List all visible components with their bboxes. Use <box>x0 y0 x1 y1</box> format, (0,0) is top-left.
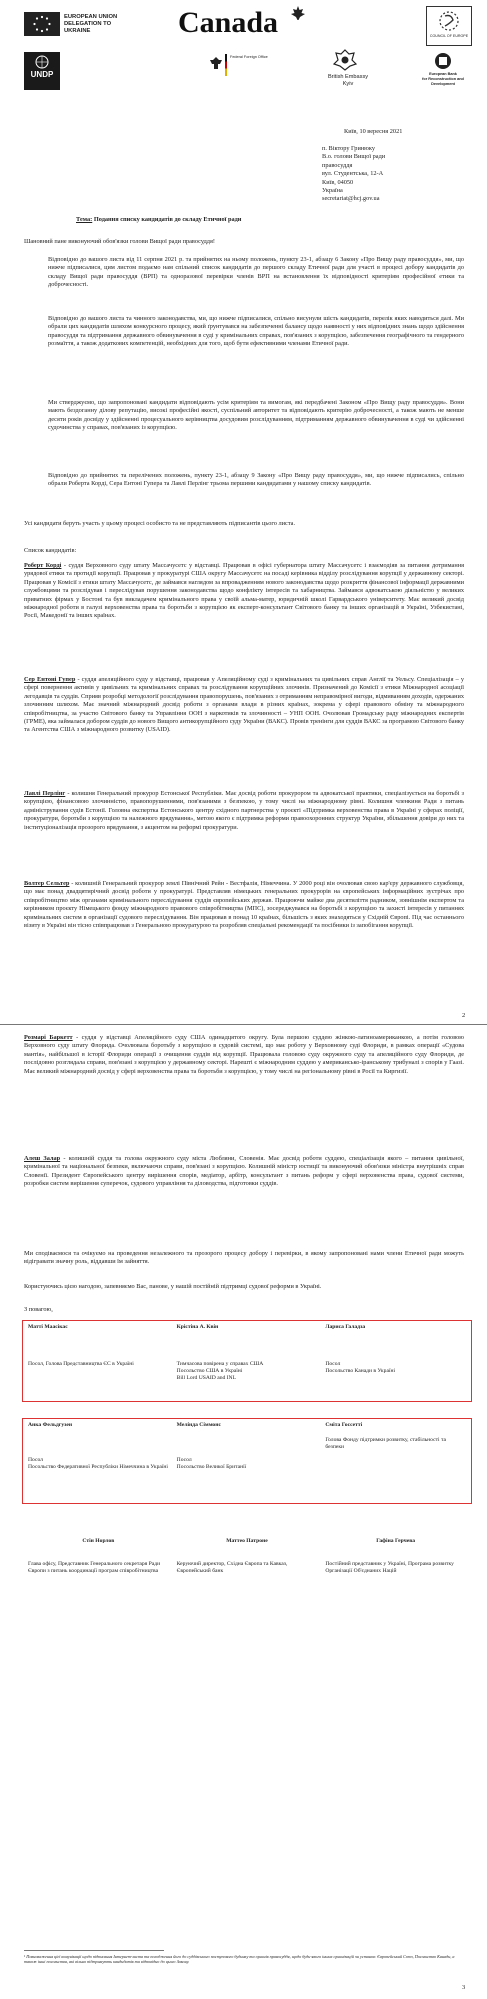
signatory-role: Голова Фонду підтримки розвитку, стабільності та безпеки <box>325 1437 446 1450</box>
coe-stars-icon <box>435 10 463 32</box>
candidate-name: Волтер Сельтер <box>24 880 70 887</box>
un-emblem-icon <box>34 55 50 69</box>
addressee-block: п. Віктору Гринюку В.о. голови Вищої ради правосуддя вул. Студентська, 12-А Київ, 04050 Україна secretariat@hcj.gov.ua <box>322 145 386 203</box>
candidate-bio: - суддя апеляційного суду у відставці, працював у Апеляційному суді з кримінальних та цивільних справ Англії та Уельсу. Спеціалізація – у сфері повернення активів у цивільних та кримінальних справах та розслідування корупційних злочинів. Призначений до Комісії з етики Міжнародної асоціації легодавців та суддів. Сприяв розробці методології розслідування правопорушень, пов'язаних з отриманням неправомірної вигоди, відмиванням доходів, одержаних злочинним шляхом. Має значний міжнародний досвід роботи з органами влади в різних країнах, зокрема у сфері правового обміну та міжнародного співробітництва, за участю Світового банку та Управління ООН з наркотиків та злочинності – УНП ООН. Очолював Громадську раду міжнародних експертів (ГРМЕ), яка займалася добором суддів до нового Вищого антикорупційного суду України (ВАКС). Провів тренінги для суддів ВАКС за програмою Світового банку та Агентства США з міжнародного розвитку (USAID). <box>24 676 464 734</box>
signatory <box>321 1536 470 1577</box>
closing: З повагою, <box>24 1306 53 1313</box>
candidate-bio: - колишній Генеральний прокурор землі Північний Рейн - Вестфалія, Німеччина. У 2000 році він очолював свою кар'єру державного службовця, що має понад двадцятирічний досвід роботи у прокуратурі. Представляв німецьких генеральних прокурорів на європейських інформаційних зустрічах про співробітництво між органами кримінального переслідування суддів європейських держав. Працюючи майже два десятиліття радником, зовнішнім експертом та керівником проєкту Німецького фонду міжнародного правового співробітництва (МПС), зосереджувався на боротьбі з корупцією та захисті інтересів у питаннях кримінальних систем в організації судового переслідування. Він працював в понад 10 країнах, більшість з яких знаходяться у Східній Європі. Під час останнього візиту в Україні він тісно співпрацював з Генеральною прокуратурою та розробляв спеціальні рекомендації та посібники із запобігання корупції. <box>24 880 464 930</box>
paragraph-3: Ми стверджуємо, що запропоновані кандидати відповідають усім критеріям та вимогам, які передбачені Законом «Про Вищу раду правосуддя». Вони мають бездоганну ділову репутацію, високі професійні якості, суспільний авторитет та відповідають критерію доброчесності, а також мають не менше десяти років досвіду у здійсненні процесуального керівництва досудовим розслідуванням, підтриманням державного обвинувачення в суді чи здійсненні судочинства у справах, пов'язаних із корупцією. <box>48 399 464 432</box>
candidate-item <box>24 676 464 735</box>
canada-logo <box>178 6 318 42</box>
paragraph-4: Відповідно до прийнятих та перелічених положень, пункту 23-1, абзацу 9 Закону «Про Вищу раду правосуддя», ми, що нижче підписались, спільно обрали Роберта Корді, Сера Ентоні Гупера та Лавлі Перлінг трьома першими кандидатами у нашому списку кандидатів. <box>48 472 464 488</box>
coe-label: COUNCIL OF EUROPE <box>429 34 469 38</box>
subject-line <box>76 216 436 224</box>
candidate-item <box>24 880 464 930</box>
candidate-item <box>24 562 464 621</box>
signatories-row-3 <box>24 1536 470 1577</box>
paragraph-1: Відповідно до вашого листа від 11 серпня 2021 р. та прийнятих на ньому положень, пункту 23-1, абзацу 6 Закону «Про Вищу раду правосуддя», ми, що нижче підписалися, цим листом подаємо нам спільний список кандидатів до першого складу Етичної ради для участі в процесі добору кандидатів до складу Вищої ради правосуддя (ВРП) та одноразової перевірки членів ВРП на встановлення їх відповідності критеріям професійної етики та доброчесності. <box>48 256 464 289</box>
candidate-name: Розмарі Баркетт <box>24 1034 73 1041</box>
candidate-item <box>24 1155 464 1189</box>
candidate-bio: - суддя у відставці Апеляційного суду США одинадцятого округу. Була першою суддею жінкою-латиноамериканкою, а потім головою Верховного суду штату Флорида. Очолювала боротьбу з корупцією в судовій системі, що має роботу у Верховному суді Флориди, в рамках операції «Судова мантія», найбільшої в історії Флориди операції з очищення суддів від корупції. Працювала головою суду окружного суду та апеляційного суду Флориди, де послідовно розглядала справи, пов'язані з корупцією у державному секторі. Нарешті є міжнародним суддею у американсько-іранському трибуналі з спорів у Гаазі. Має великий міжнародний досвід у сфері верховенства права та боротьби з корупцією, у тому числі на регіональному рівні в Росії та Киргизії. <box>24 1034 464 1075</box>
signatory-role: Керуючий директор, Східна Європа та Кавказ, Європейський банк <box>176 1561 288 1574</box>
royal-crest-icon <box>332 48 358 72</box>
signatory-name: Лариса Галадза <box>325 1324 366 1330</box>
ebrd-logo <box>412 52 474 92</box>
signatory-name: Крістіна А. Квін <box>176 1324 219 1330</box>
signatory-role: Тимчасова повірена у справах США Посольство США в Україні Bill Lord USAID and INL <box>176 1361 264 1381</box>
footnote: ¹ Повноваження цієї комунікації щодо підписання Інтернет-листа та погодження його до суддівського поступового будинку та органів правосуддя, щодо будь-якого інших організацій чи установ: Європейський Союз, Посольство Канади, а також інші посольства, які вільно підтримують кандидатів та відповідно до цього Закону. <box>24 1954 455 1965</box>
candidate-list-intro: Список кандидатів: <box>24 547 77 554</box>
signatory-name: Стін Норлов <box>82 1538 115 1544</box>
eu-flag-icon <box>24 12 60 36</box>
candidate-bio: - колишній суддя та голова окружного суду міста Любляни, Словенія. Має досвід роботи суддею, спеціалізація якого – питання цивільної, кримінальної та національної безпеки, включаючи справи, пов'язані з корупцією. Колишній міністр юстиції та виконуючий обов'язки міністра внутрішніх справ Словенії. Президент Європейського центру вирішення спорів, медіатор, арбітр, консультант з питань реформ у сфері верховенства права, судової системи, розробки систем вирішення суперечок, судового управління та діловодства, підготовки суддів. <box>24 1155 464 1188</box>
canada-wordmark: Canada <box>178 6 279 39</box>
signatory-name: Мелінда Сіммонс <box>176 1422 221 1428</box>
eu-logo <box>24 8 136 42</box>
signatory-role: Постійний представник у Україні, Програма розвитку Організації Об'єднаних Націй <box>325 1561 454 1574</box>
candidate-name: Роберт Корді <box>24 562 62 569</box>
signatory-name: Маттео Патроне <box>226 1538 268 1544</box>
paragraph-6: Ми сподіваємося та очікуємо на проведення незалежного та прозорого процесу добору і перевірки, в якому запропоновані нами члени Етичної ради можуть відігравати значну роль, віддавши їм зайняття. <box>24 1250 464 1266</box>
maple-leaf-icon <box>291 6 305 20</box>
candidate-bio: - суддя Верховного суду штату Массачусетс у відставці. Працював в офісі губернатора штату Массачусетс і взаємодіяв за питання дотримання урядової етики та протидії корупції. Працював у прокуратурі США округу Массачусетс на посаді керівника відділу розслідування корупції у державному секторі. Працював у Комісії з етики штату Массачусетс, де займався наглядом за впровадженням нового законодавства щодо розкриття фінансової інформації державними службовцями та розслідував і переслідував порушення законодавства щодо конфлікту інтересів та хабарництва. Займався адвокатською діяльністю у великих приватних фірмах у Бостоні та був викладачем кримінального права у своїй альма-матер, юридичній школі Гарвардського університету. Має великий досвід міжнародної роботи в галузі верховенства права та боротьби з корупцією як експерт-консультант Світового банку та інших організацій в Україні, Узбекистані, Росії, Македонії та інших країнах. <box>24 562 464 620</box>
signatory-role: Посол Посольство Великої Британії <box>176 1457 247 1470</box>
germany-label: Federal Foreign Office <box>230 55 268 59</box>
uk-logo <box>318 48 378 92</box>
paragraph-5: Усі кандидати беруть участь у цьому процесі особисто та не представляють підписантів цього листа. <box>24 520 296 527</box>
candidate-item <box>24 1034 464 1076</box>
candidate-name: Лавлі Перлінг <box>24 790 66 797</box>
germany-logo <box>210 54 270 90</box>
ebrd-emblem-icon <box>434 52 452 70</box>
letter-date: Київ, 10 вересня 2021 <box>344 128 403 135</box>
signature-highlight-box <box>22 1320 472 1402</box>
paragraph-2: Відповідно до вашого листа та чинного законодавства, ми, що нижче підписалися, спільно висунули шість кандидатів, перелік яких наводиться далі. Ми обрали цих кандидатів шляхом конкурсного процесу, який ґрунтувався на забезпеченні балансу щодо наявності у них відповідних знань щодо здійснення правосуддя та підтримання державного обвинувачення в суді у кримінальних справах, пов'язаних з корупцією, забезпечення географічного та гендерного розмаїття, а також додаткових компетенцій, необхідних для того, щоб бути ефективними членами Етичної ради. <box>48 315 464 348</box>
signatory-role: Посол Посольство Федеративної Республіки Німеччина в Україні <box>28 1457 168 1470</box>
signatory-role: Глава офісу, Представник Генерального секретаря Ради Європи з питань координації програм співробітництва <box>28 1561 161 1574</box>
undp-label: UNDP <box>30 70 54 79</box>
subject-label: Тема: <box>76 216 93 223</box>
signatory-name: Анка Фельдгузен <box>28 1422 73 1428</box>
signatory-name: Гафіна Герчева <box>376 1538 416 1544</box>
subject-text: Подання списку кандидатів до складу Етичної ради <box>92 216 242 223</box>
candidate-name: Сер Ентоні Гупер <box>24 676 76 683</box>
candidate-item <box>24 790 464 832</box>
candidate-name: Алеш Залар <box>24 1155 61 1162</box>
signatory-name: Матті Маасікас <box>28 1324 68 1330</box>
signatory-role: Посол Посольство Канади в Україні <box>325 1361 396 1374</box>
germany-stripes <box>225 54 227 76</box>
page-number: 3 <box>462 1984 466 1991</box>
coe-logo <box>426 6 472 46</box>
uk-label: British Embassy Kyiv <box>327 74 369 87</box>
ebrd-label: European Bank for Reconstruction and Development <box>422 72 464 86</box>
salutation: Шановний пане виконуючий обов'язки голови Вищої ради правосуддя! <box>24 238 216 245</box>
eagle-icon <box>210 56 222 70</box>
signature-highlight-box <box>22 1418 472 1504</box>
candidate-bio: - колишня Генеральний прокурор Естонської Республіки. Має досвід роботи прокурором та адвокатської практики, спеціалізується на боротьбі з корупцією, фінансовою злочинністю, правопорушеннями, пов'язаними з безпекою, у тому числі на міжнародному рівні. Колишня членкиня Ради з питань адміністрування судів Естонії. Головна експертка Естонського центру східного партнерства у проєкті «Підтримка верховенства права в Україні у сферах поліції, прокуратури, боротьби з корупцією та належного врядування», метою якого є підтримка реформи правоохоронних структур України, збільшення довіри до них та інституціоналізація прозорого врядування, з акцентом на реформі прокуратури. <box>24 790 464 831</box>
paragraph-7: Користуючись цією нагодою, запевняємо Вас, панове, у нашій постійній підтримці судової реформи в Україні. <box>24 1283 322 1290</box>
page-number: 2 <box>462 1012 466 1019</box>
signatory-name: Сміта Госсетті <box>325 1422 363 1428</box>
page-divider <box>0 1024 487 1025</box>
footnote-rule <box>24 1950 164 1951</box>
signatory <box>173 1536 322 1577</box>
eu-label: EUROPEAN UNION DELEGATION TO UKRAINE <box>64 14 118 34</box>
signatory-role: Посол, Голова Представництва ЄС в Україні <box>28 1361 134 1367</box>
signatory <box>24 1536 173 1577</box>
undp-logo <box>24 52 60 90</box>
